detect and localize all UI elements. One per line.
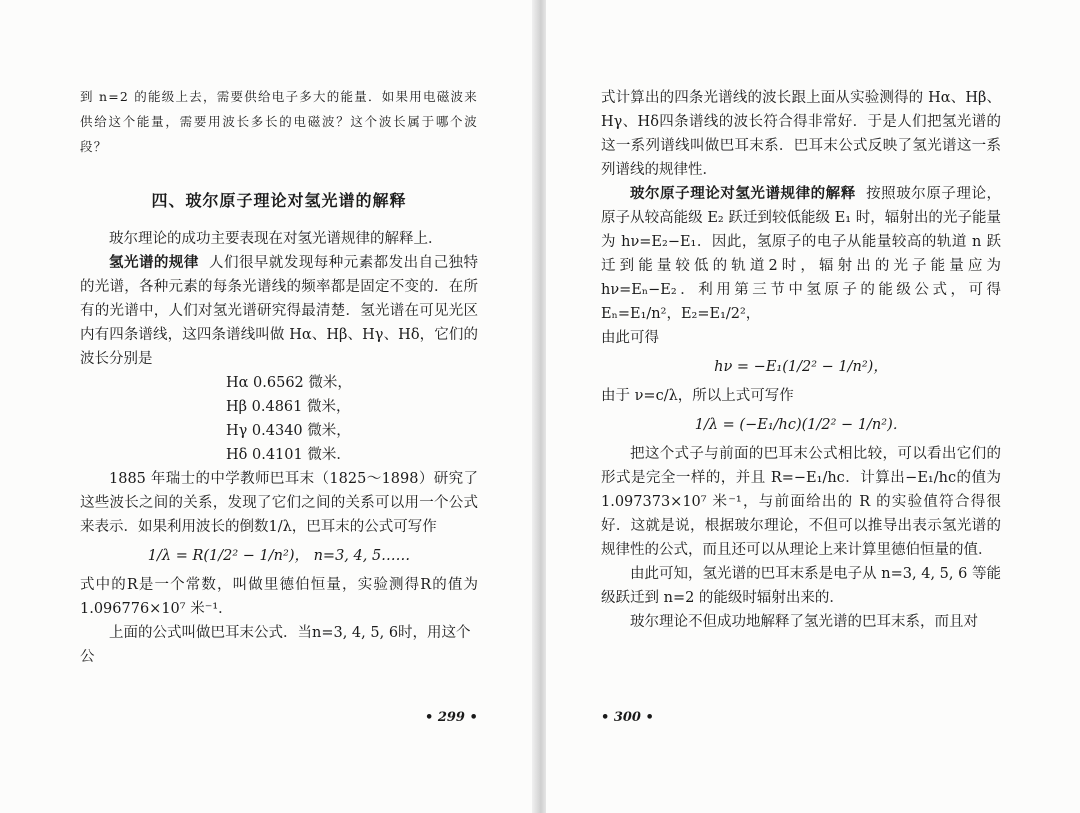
page-number: • 299 • [425, 710, 478, 725]
energy-equation: hν = −E₁(1/2² − 1/n²)， [714, 359, 888, 375]
spectrum-text: 人们很早就发现每种元素都发出自己独特的光谱，各种元素的每条光谱线的频率都是固定不变的．在所有的光谱中，人们对氢光谱研究得最清楚．氢光谱在可见光区内有四条谱线，这四条谱线叫做 Hα、Hβ、Hγ、Hδ，它们的波长分别是 [80, 255, 479, 367]
wavelength-line: Hδ 0.4101 微米． [226, 447, 351, 463]
spectrum-title: 氢光谱的规律 [109, 254, 199, 271]
exercise-text: 到 n=2 的能级上去，需要供给电子多大的能量．如果用电磁波来供给这个能量，需要用波长多长的电磁波？这个波长属于哪个波段？ [80, 89, 478, 154]
final-line: 玻尔理论不但成功地解释了氢光谱的巴耳末系，而且对 [630, 614, 978, 630]
balmer-series-paragraph: 式计算出的四条光谱线的波长跟上面从实验测得的 Hα、Hβ、Hγ、Hδ四条谱线的波长符合得非常好．于是人们把氢光谱的这一系列谱线叫做巴耳末系．巴耳末公式反映了氢光谱这一系列谱线的规律性． [601, 90, 1001, 178]
wavelength-list [226, 371, 478, 467]
balmer-paragraph: 1885 年瑞士的中学教师巴耳末（1825～1898）研究了这些波长之间的关系，发现了它们之间的关系可以用一个公式来表示．如果利用波长的倒数1/λ，巴耳末的公式可写作 [80, 471, 478, 535]
intro-paragraph: 玻尔理论的成功主要表现在对氢光谱规律的解释上． [109, 231, 443, 247]
right-page-content [601, 86, 1001, 634]
wavelength-line: Hβ 0.4861 微米， [226, 399, 351, 415]
left-page-content [80, 84, 478, 669]
since-text: 由于 ν=c/λ，所以上式可写作 [601, 388, 794, 404]
bohr-text: 按照玻尔原子理论，原子从较高能级 E₂ 跃迁到较低能级 E₁ 时，辐射出的光子能量为 hν=E₂−E₁．因此，氢原子的电子从能量较高的轨道 n 跃迁到能量较低的轨道2时，辐射出的光子能量应为hν=Eₙ−E₂．利用第三节中氢原子的能级公式，可得 Eₙ=E₁/n²，E₂=E₁/2²， [601, 186, 1002, 322]
wavelength-line: Hγ 0.4340 微米， [226, 423, 351, 439]
wavelength-equation: 1/λ = (−E₁/hc)(1/2² − 1/n²)． [694, 417, 908, 433]
section-heading: 四、玻尔原子理论对氢光谱的解释 [151, 191, 407, 210]
bohr-title: 玻尔原子理论对氢光谱规律的解释 [630, 185, 856, 202]
wavelength-line: Hα 0.6562 微米， [226, 375, 352, 391]
left-page [0, 0, 534, 813]
bohr-paragraph [601, 182, 1001, 326]
spectrum-paragraph [80, 251, 478, 371]
thus-text: 由此可得 [601, 330, 659, 346]
compare-paragraph: 把这个式子与前面的巴耳末公式相比较，可以看出它们的形式是完全一样的，并且 R=−E₁/hc．计算出−E₁/hc的值为 1.097373×10⁷ 米⁻¹，与前面给出的 R 的实验值符合得很好．这就是说，根据玻尔理论，不但可以推导出表示氢光谱的规律性的公式，而且还可以从理论上来计算里德伯恒量的值． [601, 446, 1001, 558]
page-number: • 300 • [601, 710, 654, 725]
right-page [546, 0, 1080, 813]
conclusion-paragraph: 由此可知，氢光谱的巴耳末系是电子从 n=3, 4, 5, 6 等能级跃迁到 n=2 的能级时辐射出来的． [601, 566, 1001, 606]
balmer-formula: 1/λ = R(1/2² − 1/n²)， n=3, 4, 5…… [147, 548, 411, 564]
rydberg-paragraph: 式中的R是一个常数，叫做里德伯恒量，实验测得R的值为 1.096776×10⁷ 米⁻¹． [80, 577, 478, 617]
formula-name-paragraph: 上面的公式叫做巴耳末公式．当n=3, 4, 5, 6时，用这个公 [80, 625, 471, 665]
